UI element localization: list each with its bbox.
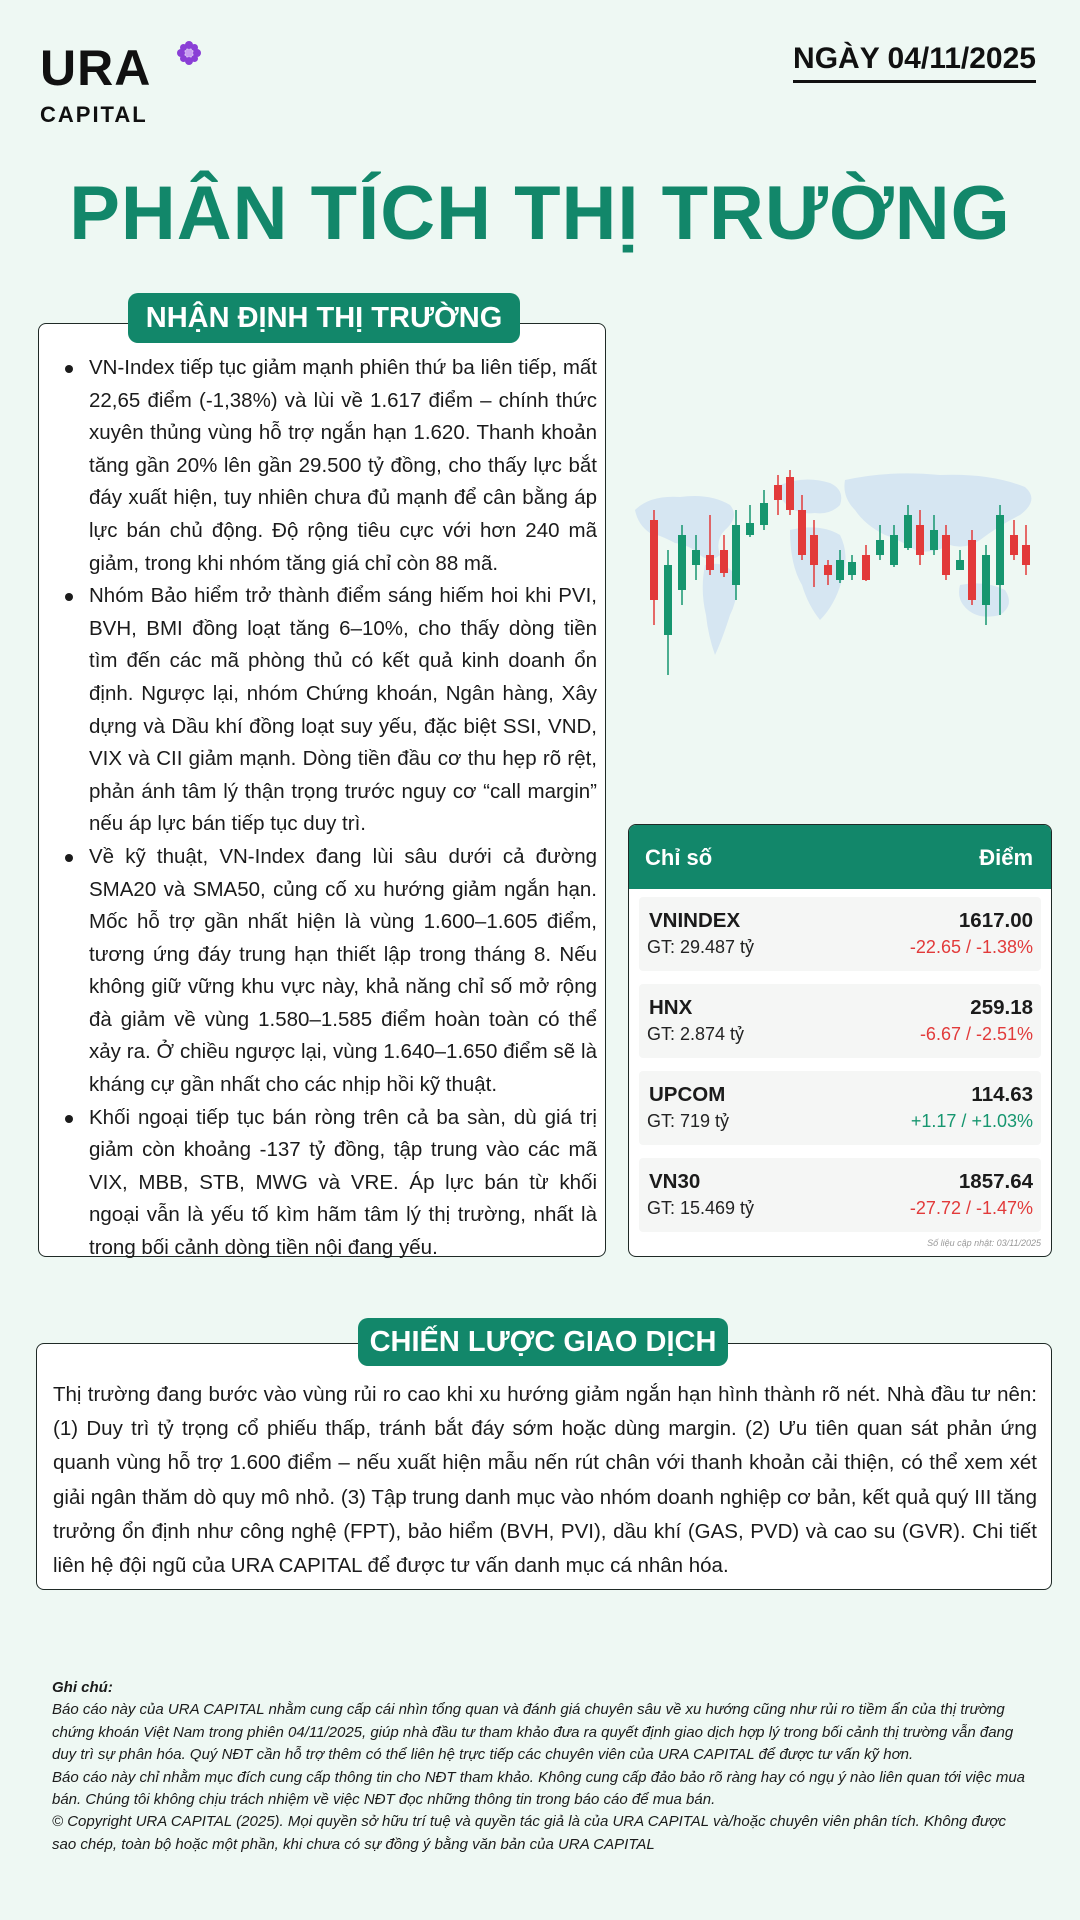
analysis-bullet: Khối ngoại tiếp tục bán ròng trên cả ba sàn, dù giá trị giảm còn khoảng -137 tỷ đồng, tập trung vào các mã VIX, MBB, STB, MWG và VRE. Áp lực bán từ khối ngoại vẫn là yếu tố kìm hãm tâm lý thị trường, nhất là trong bối cảnh dòng tiền nội đang yếu. bbox=[53, 1102, 597, 1265]
index-trading-value: GT: 2.874 tỷ bbox=[647, 1024, 745, 1044]
analysis-list bbox=[53, 352, 597, 1265]
candle-body bbox=[760, 503, 768, 525]
candle-body bbox=[706, 555, 714, 570]
candle-body bbox=[774, 485, 782, 500]
index-trading-value: GT: 719 tỷ bbox=[647, 1111, 730, 1131]
index-row-upcom bbox=[639, 1071, 1041, 1145]
index-name: HNX bbox=[649, 996, 693, 1019]
disclaimer bbox=[52, 1677, 1032, 1856]
candle-body bbox=[650, 520, 658, 600]
candle-body bbox=[720, 550, 728, 573]
index-change: -6.67 / -2.51% bbox=[919, 1024, 1033, 1044]
logo bbox=[40, 40, 151, 128]
candle-body bbox=[810, 535, 818, 565]
trading-strategy-box bbox=[36, 1343, 1052, 1590]
index-row-vnindex bbox=[639, 897, 1041, 971]
index-table bbox=[628, 824, 1052, 1257]
logo-subtitle: CAPITAL bbox=[40, 102, 148, 127]
index-value: 259.18 bbox=[970, 996, 1033, 1019]
index-name: UPCOM bbox=[649, 1083, 726, 1106]
index-value: 1857.64 bbox=[958, 1170, 1033, 1193]
candle-body bbox=[1010, 535, 1018, 555]
disclaimer-paragraph: Báo cáo này của URA CAPITAL nhằm cung cấp cái nhìn tổng quan và đánh giá chuyên sâu về xu hướng cũng như rủi ro tiềm ẩn của thị trường chứng khoán Việt Nam trong phiên 04/11/2025, giúp nhà đầu tư tham khảo đưa ra quyết định giao dịch hợp lý trong bối cảnh thị trường vẫn đang duy trì sự phân hóa. Quý NĐT cần hỗ trợ thêm có thể liên hệ trực tiếp các chuyên viên của URA CAPITAL để được tư vấn kỹ hơn. bbox=[52, 1701, 1014, 1764]
candle-body bbox=[996, 515, 1004, 585]
candle-body bbox=[930, 530, 938, 550]
market-analysis-heading: NHẬN ĐỊNH THỊ TRƯỜNG bbox=[128, 293, 520, 343]
index-trading-value: GT: 29.487 tỷ bbox=[647, 937, 755, 957]
analysis-bullet: VN-Index tiếp tục giảm mạnh phiên thứ ba liên tiếp, mất 22,65 điểm (-1,38%) và lùi về 1.617 điểm – chính thức xuyên thủng vùng hỗ trợ ngắn hạn 1.620. Thanh khoản tăng gần 20% lên gần 29.500 tỷ đồng, cho thấy lực bắt đáy xuất hiện, tuy nhiên chưa đủ mạnh để cân bằng áp lực bán chủ động. Độ rộng tiêu cực với hơn 240 mã giảm, trong khi nhóm tăng giá chỉ còn 88 mã. bbox=[53, 352, 597, 580]
candle-body bbox=[692, 550, 700, 565]
index-value: 114.63 bbox=[971, 1083, 1033, 1106]
analysis-bullet: Về kỹ thuật, VN-Index đang lùi sâu dưới cả đường SMA20 và SMA50, củng cố xu hướng giảm ngắn hạn. Mốc hỗ trợ gần nhất hiện là vùng 1.600–1.605 điểm, tương ứng đáy trung hạn thiết lập trong tháng 8. Nếu không giữ vững khu vực này, khả năng chỉ số mở rộng đà giảm về vùng 1.580–1.585 điểm hoàn toàn có thể xảy ra. Ở chiều ngược lại, vùng 1.640–1.650 điểm sẽ là kháng cự gần nhất cho các nhịp hồi kỹ thuật. bbox=[53, 841, 597, 1102]
index-row-vn30 bbox=[639, 1158, 1041, 1232]
candle-body bbox=[836, 560, 844, 580]
disclaimer-paragraph: © Copyright URA CAPITAL (2025). Mọi quyền sở hữu trí tuệ và quyền tác giả là của URA CAPITAL và/hoặc chuyên viên phân tích. Không được sao chép, toàn bộ hoặc một phần, khi chưa có sự đồng ý bằng văn bản của URA CAPITAL bbox=[52, 1813, 1006, 1853]
candle-body bbox=[968, 540, 976, 600]
candle-body bbox=[746, 523, 754, 535]
candle-body bbox=[786, 477, 794, 510]
candle-body bbox=[942, 535, 950, 575]
candle-body bbox=[956, 560, 964, 570]
index-change: -27.72 / -1.47% bbox=[909, 1198, 1033, 1218]
candle-body bbox=[664, 565, 672, 635]
index-table-header bbox=[629, 825, 1051, 889]
index-change: +1.17 / +1.03% bbox=[910, 1111, 1033, 1131]
analysis-bullet: Nhóm Bảo hiểm trở thành điểm sáng hiếm hoi khi PVI, BVH, BMI đồng loạt tăng 6–10%, cho thấy dòng tiền tìm đến các mã phòng thủ có kết quả kinh doanh ổn định. Ngược lại, nhóm Chứng khoán, Ngân hàng, Xây dựng và Dầu khí đồng loạt suy yếu, đặc biệt SSI, VND, VIX và CII giảm mạnh. Dòng tiền đầu cơ thu hẹp rõ rệt, phản ánh tâm lý thận trọng trước nguy cơ “call margin” nếu áp lực bán tiếp tục duy trì. bbox=[53, 580, 597, 841]
page-title: PHÂN TÍCH THỊ TRƯỜNG bbox=[69, 171, 1011, 256]
candle-body bbox=[798, 510, 806, 555]
index-value: 1617.00 bbox=[958, 909, 1033, 932]
candle-body bbox=[848, 562, 856, 575]
flower-icon bbox=[176, 40, 202, 66]
index-change: -22.65 / -1.38% bbox=[909, 937, 1033, 957]
logo-wordmark: URA bbox=[40, 40, 152, 96]
column-index-label: Chỉ số bbox=[645, 845, 713, 870]
report-date: NGÀY 04/11/2025 bbox=[793, 42, 1036, 83]
candle-body bbox=[1022, 545, 1030, 565]
index-row-hnx bbox=[639, 984, 1041, 1058]
strategy-text: Thị trường đang bước vào vùng rủi ro cao khi xu hướng giảm ngắn hạn hình thành rõ nét. Nhà đầu tư nên: (1) Duy trì tỷ trọng cổ phiếu thấp, tránh bắt đáy sớm hoặc dùng margin. (2) Ưu tiên quan sát phản ứng quanh vùng hỗ trợ 1.600 điểm – nếu xuất hiện mẫu nến rút chân với thanh khoản cải thiện, có thể xem xét giải ngân thăm dò quy mô nhỏ. (3) Tập trung danh mục vào nhóm doanh nghiệp cơ bản, kết quả quý III tăng trưởng ổn định như công nghệ (FPT), bảo hiểm (BVH, PVI), dầu khí (GAS, PVD) và cao su (GVR). Chi tiết liên hệ đội ngũ của URA CAPITAL để được tư vấn danh mục cá nhân hóa. bbox=[53, 1383, 1037, 1578]
column-points-label: Điểm bbox=[979, 845, 1033, 870]
world-map-candlestick-illustration bbox=[630, 455, 1050, 685]
candle-body bbox=[904, 515, 912, 548]
disclaimer-heading: Ghi chú: bbox=[52, 1679, 113, 1696]
index-name: VN30 bbox=[649, 1170, 701, 1193]
index-name: VNINDEX bbox=[649, 909, 741, 932]
candle-body bbox=[732, 525, 740, 585]
candle-body bbox=[824, 565, 832, 575]
candle-body bbox=[678, 535, 686, 590]
candle-body bbox=[862, 555, 870, 580]
disclaimer-paragraph: Báo cáo này chỉ nhằm mục đích cung cấp thông tin cho NĐT tham khảo. Không cung cấp đảo bảo rõ ràng hay có ngụ ý nào liên quan tới việc mua bán. Chúng tôi không chịu trách nhiệm về việc NĐT đọc những thông tin trong báo cáo để mua bán. bbox=[52, 1768, 1026, 1809]
trading-strategy-heading: CHIẾN LƯỢC GIAO DỊCH bbox=[358, 1318, 728, 1366]
data-update-note: Số liệu cập nhật: 03/11/2025 bbox=[927, 1238, 1041, 1248]
candle-body bbox=[890, 535, 898, 565]
market-analysis-box bbox=[38, 323, 606, 1260]
candle-body bbox=[982, 555, 990, 605]
candle-body bbox=[876, 540, 884, 555]
index-trading-value: GT: 15.469 tỷ bbox=[647, 1198, 755, 1218]
candle-body bbox=[916, 525, 924, 555]
